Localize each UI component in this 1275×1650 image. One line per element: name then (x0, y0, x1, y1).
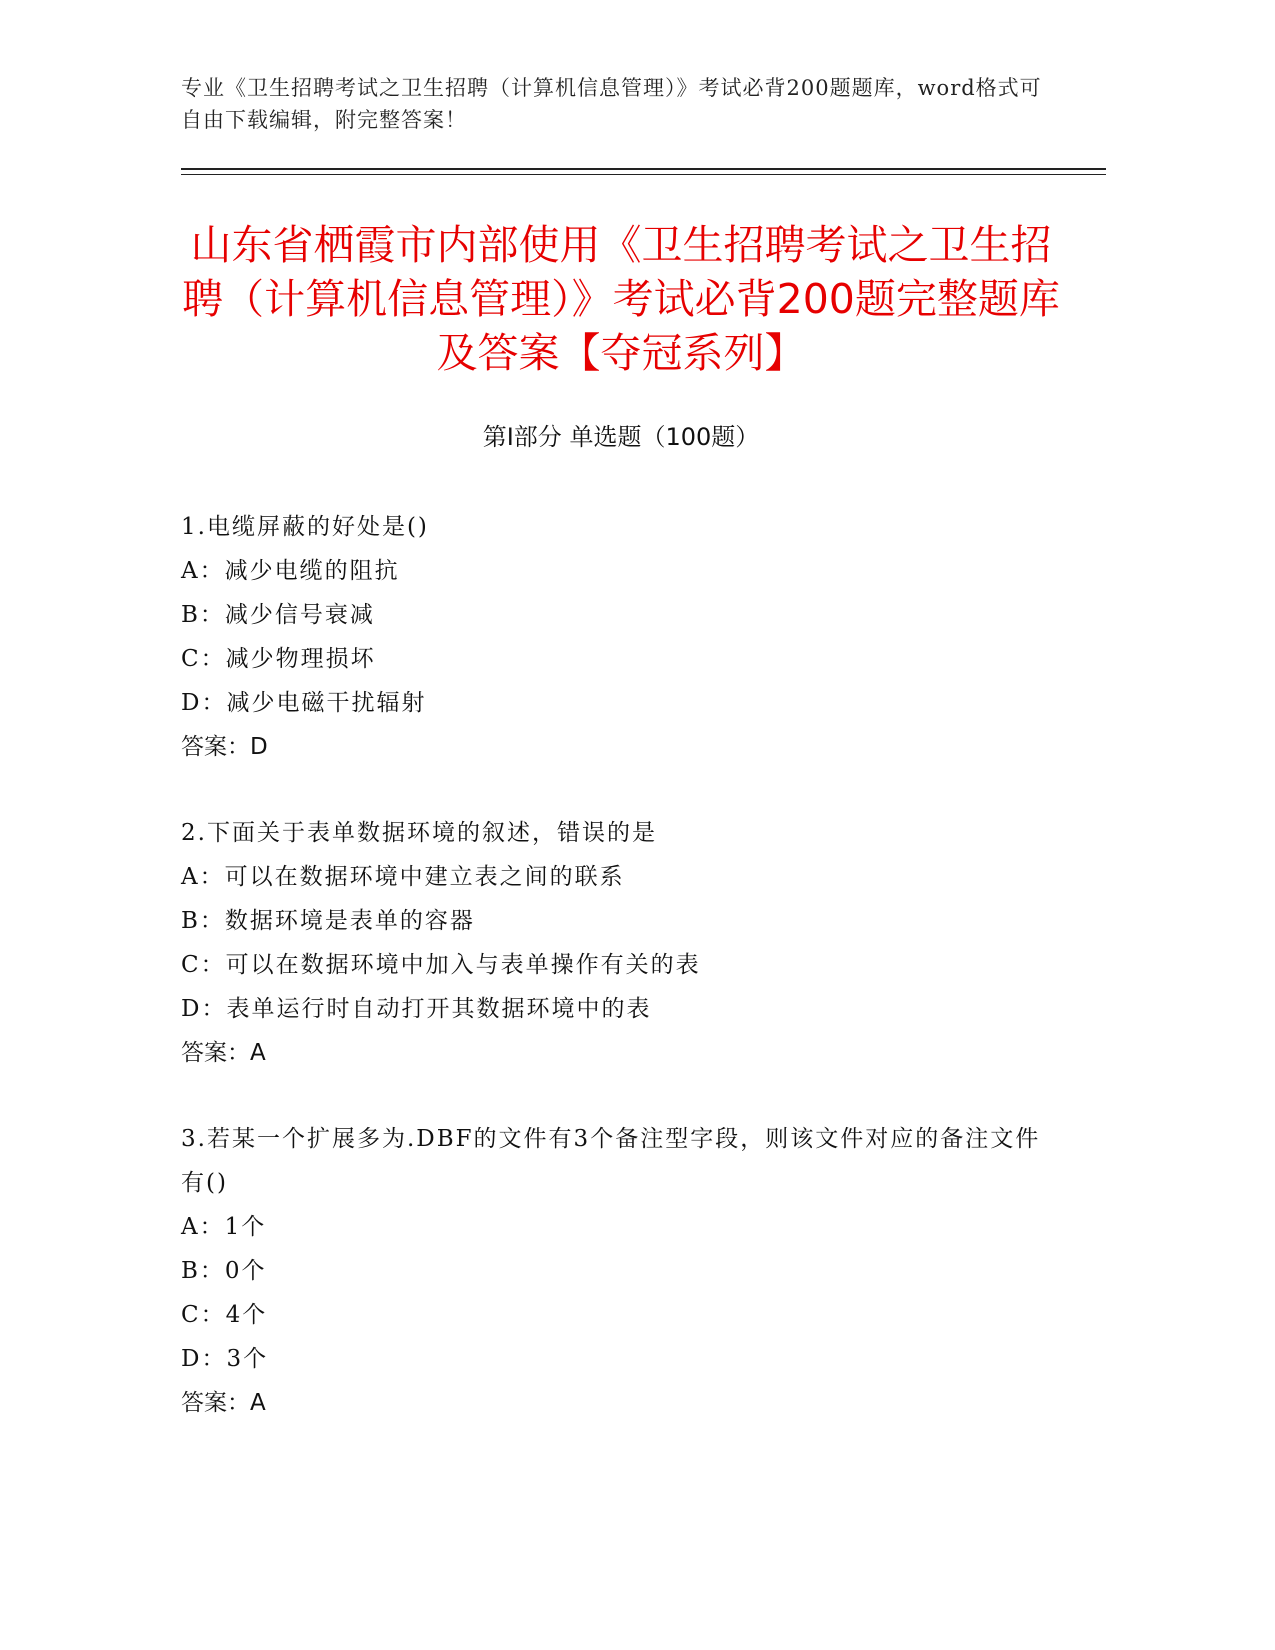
option-b: B：减少信号衰减 (181, 602, 375, 628)
question-list (181, 505, 1041, 1467)
answer: 答案：A (181, 1040, 266, 1066)
option-a: A：可以在数据环境中建立表之间的联系 (181, 864, 625, 890)
answer: 答案：D (181, 734, 268, 760)
option-d: D：表单运行时自动打开其数据环境中的表 (181, 996, 652, 1022)
question-stem: 3.若某一个扩展多为.DBF的文件有3个备注型字段，则该文件对应的备注文件有() (181, 1126, 1041, 1196)
question-2 (181, 811, 1041, 1075)
option-c: C：4个 (181, 1302, 268, 1328)
header-divider-thin (181, 174, 1106, 175)
question-1 (181, 505, 1041, 769)
document-title: 山东省栖霞市内部使用《卫生招聘考试之卫生招聘（计算机信息管理）》考试必背200题完整题库及答案【夺冠系列】 (182, 221, 1060, 377)
option-d: D：3个 (181, 1346, 269, 1372)
option-b: B：数据环境是表单的容器 (181, 908, 475, 934)
option-a: A：减少电缆的阻抗 (181, 558, 400, 584)
header-divider-thick (181, 168, 1106, 170)
header-note: 专业《卫生招聘考试之卫生招聘（计算机信息管理）》考试必背200题题库，word格式可自由下载编辑，附完整答案！ (181, 76, 1042, 132)
question-stem: 2.下面关于表单数据环境的叙述，错误的是 (181, 820, 657, 846)
question-stem: 1.电缆屏蔽的好处是() (181, 514, 429, 540)
answer: 答案：A (181, 1390, 266, 1416)
option-b: B：0个 (181, 1258, 267, 1284)
option-d: D：减少电磁干扰辐射 (181, 690, 427, 716)
section-heading: 第Ⅰ部分 单选题（100题） (482, 423, 760, 451)
option-c: C：减少物理损坏 (181, 646, 376, 672)
option-a: A：1个 (181, 1214, 267, 1240)
option-c: C：可以在数据环境中加入与表单操作有关的表 (181, 952, 701, 978)
question-3 (181, 1117, 1041, 1425)
